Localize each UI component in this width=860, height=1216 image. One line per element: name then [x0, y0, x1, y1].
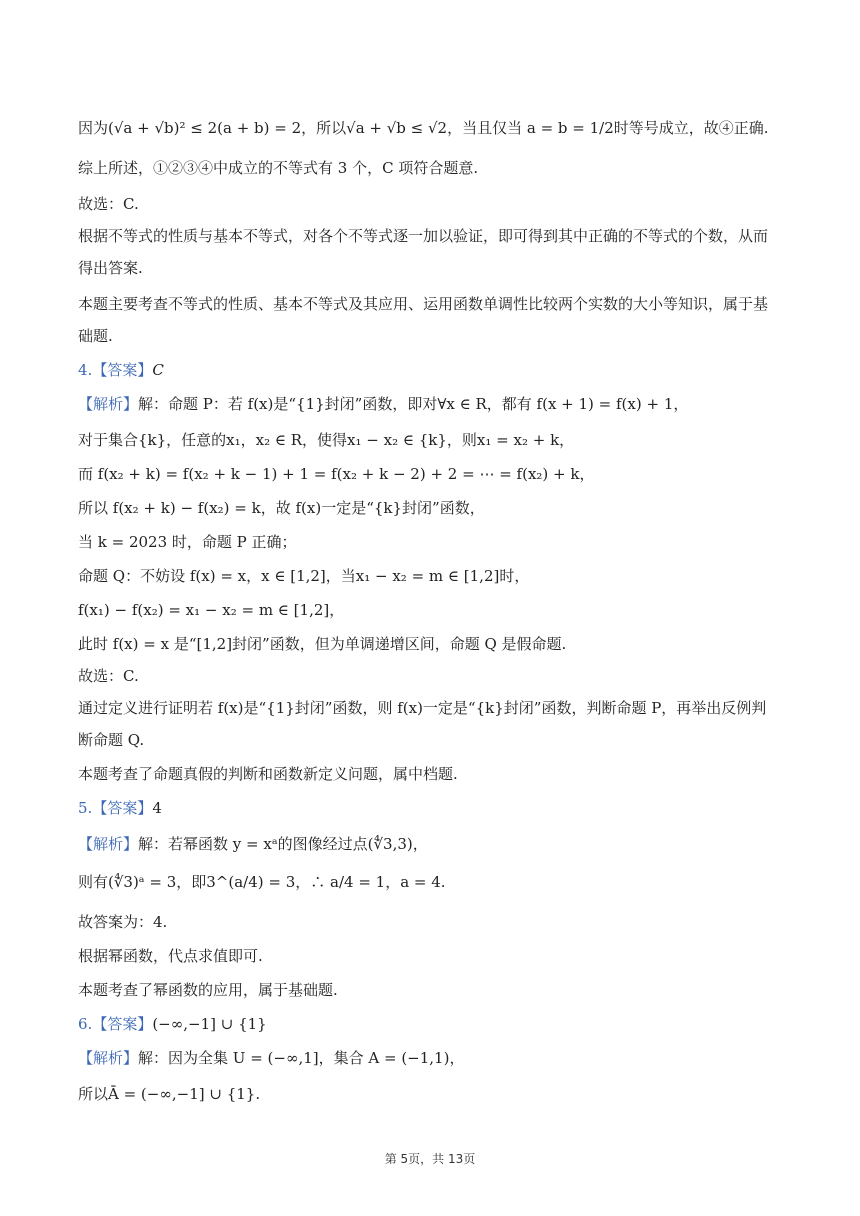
text-line: 命题 Q：不妨设 f(x) = x，x ∈ [1,2]，当x₁ − x₂ = m ∈ [1,2]时， [78, 567, 530, 585]
page-footer: 第 5页，共 13页 [384, 1152, 476, 1166]
text-line: 而 f(x₂ + k) = f(x₂ + k − 1) + 1 = f(x₂ + k − 2) + 2 = ⋯ = f(x₂) + k， [78, 465, 595, 483]
question-number: 4. [78, 361, 93, 379]
text-line: 得出答案. [78, 259, 143, 277]
analysis-tag: 【解析】 [78, 395, 139, 413]
text-line: f(x₁) − f(x₂) = x₁ − x₂ = m ∈ [1,2]， [78, 601, 345, 619]
text-line: 此时 f(x) = x 是“[1,2]封闭”函数，但为单调递增区间，命题 Q 是假命题. [78, 635, 567, 653]
text-line: 因为(√a + √b)² ≤ 2(a + b) = 2，所以√a + √b ≤ √2，当且仅当 a = b = 1/2时等号成立，故④正确. [78, 119, 769, 137]
text-line: 所以Ā = (−∞,−1] ∪ {1}. [78, 1085, 261, 1103]
analysis-line [78, 1048, 798, 1068]
text-line: 通过定义进行证明若 f(x)是“{1}封闭”函数，则 f(x)一定是“{k}封闭”函数，判断命题 P，再举出反例判 [78, 699, 767, 717]
text-line: 则有(∜3)ᵃ = 3，即3^(a/4) = 3，∴ a/4 = 1，a = 4. [78, 873, 446, 891]
answer-value: (−∞,−1] ∪ {1} [152, 1015, 267, 1033]
text-line: 断命题 Q. [78, 731, 145, 749]
text-line: 综上所述，①②③④中成立的不等式有 3 个，C 项符合题意. [78, 159, 479, 177]
text-line: 故答案为：4. [78, 913, 168, 931]
answer-value: 4 [152, 799, 162, 817]
answer-heading-q6 [78, 1014, 798, 1034]
answer-value: C [152, 361, 164, 379]
question-number: 6. [78, 1015, 93, 1033]
text-line: 本题考查了幂函数的应用，属于基础题. [78, 981, 338, 999]
text-line: 本题主要考查不等式的性质、基本不等式及其应用、运用函数单调性比较两个实数的大小等知识，属于基 [78, 295, 769, 313]
answer-heading-q5 [78, 798, 798, 818]
text-line: 故选：C. [78, 195, 139, 213]
text-line: 根据幂函数，代点求值即可. [78, 947, 263, 965]
text-line: 础题. [78, 327, 113, 345]
answer-tag: 【答案】 [92, 361, 153, 379]
analysis-line [78, 834, 798, 854]
analysis-tag: 【解析】 [78, 835, 139, 853]
text-line: 当 k = 2023 时，命题 P 正确； [78, 533, 297, 551]
analysis-line [78, 394, 798, 414]
answer-heading-q4 [78, 360, 798, 380]
text-line: 对于集合{k}，任意的x₁，x₂ ∈ R，使得x₁ − x₂ ∈ {k}，则x₁ = x₂ + k， [78, 431, 575, 449]
answer-tag: 【答案】 [92, 799, 153, 817]
answer-tag: 【答案】 [92, 1015, 153, 1033]
text-line: 所以 f(x₂ + k) − f(x₂) = k，故 f(x)一定是“{k}封闭”函数， [78, 499, 485, 517]
text-line: 解：命题 P：若 f(x)是“{1}封闭”函数，即对∀x ∈ R，都有 f(x + 1) = f(x) + 1， [138, 395, 689, 413]
analysis-tag: 【解析】 [78, 1049, 139, 1067]
text-line: 解：因为全集 U = (−∞,1]，集合 A = (−1,1)， [138, 1049, 465, 1067]
text-line: 故选：C. [78, 667, 139, 685]
text-line: 解：若幂函数 y = xᵃ的图像经过点(∜3,3)， [138, 835, 428, 853]
question-number: 5. [78, 799, 93, 817]
text-line: 本题考查了命题真假的判断和函数新定义问题，属中档题. [78, 765, 458, 783]
text-line: 根据不等式的性质与基本不等式，对各个不等式逐一加以验证，即可得到其中正确的不等式的个数，从而 [78, 227, 769, 245]
